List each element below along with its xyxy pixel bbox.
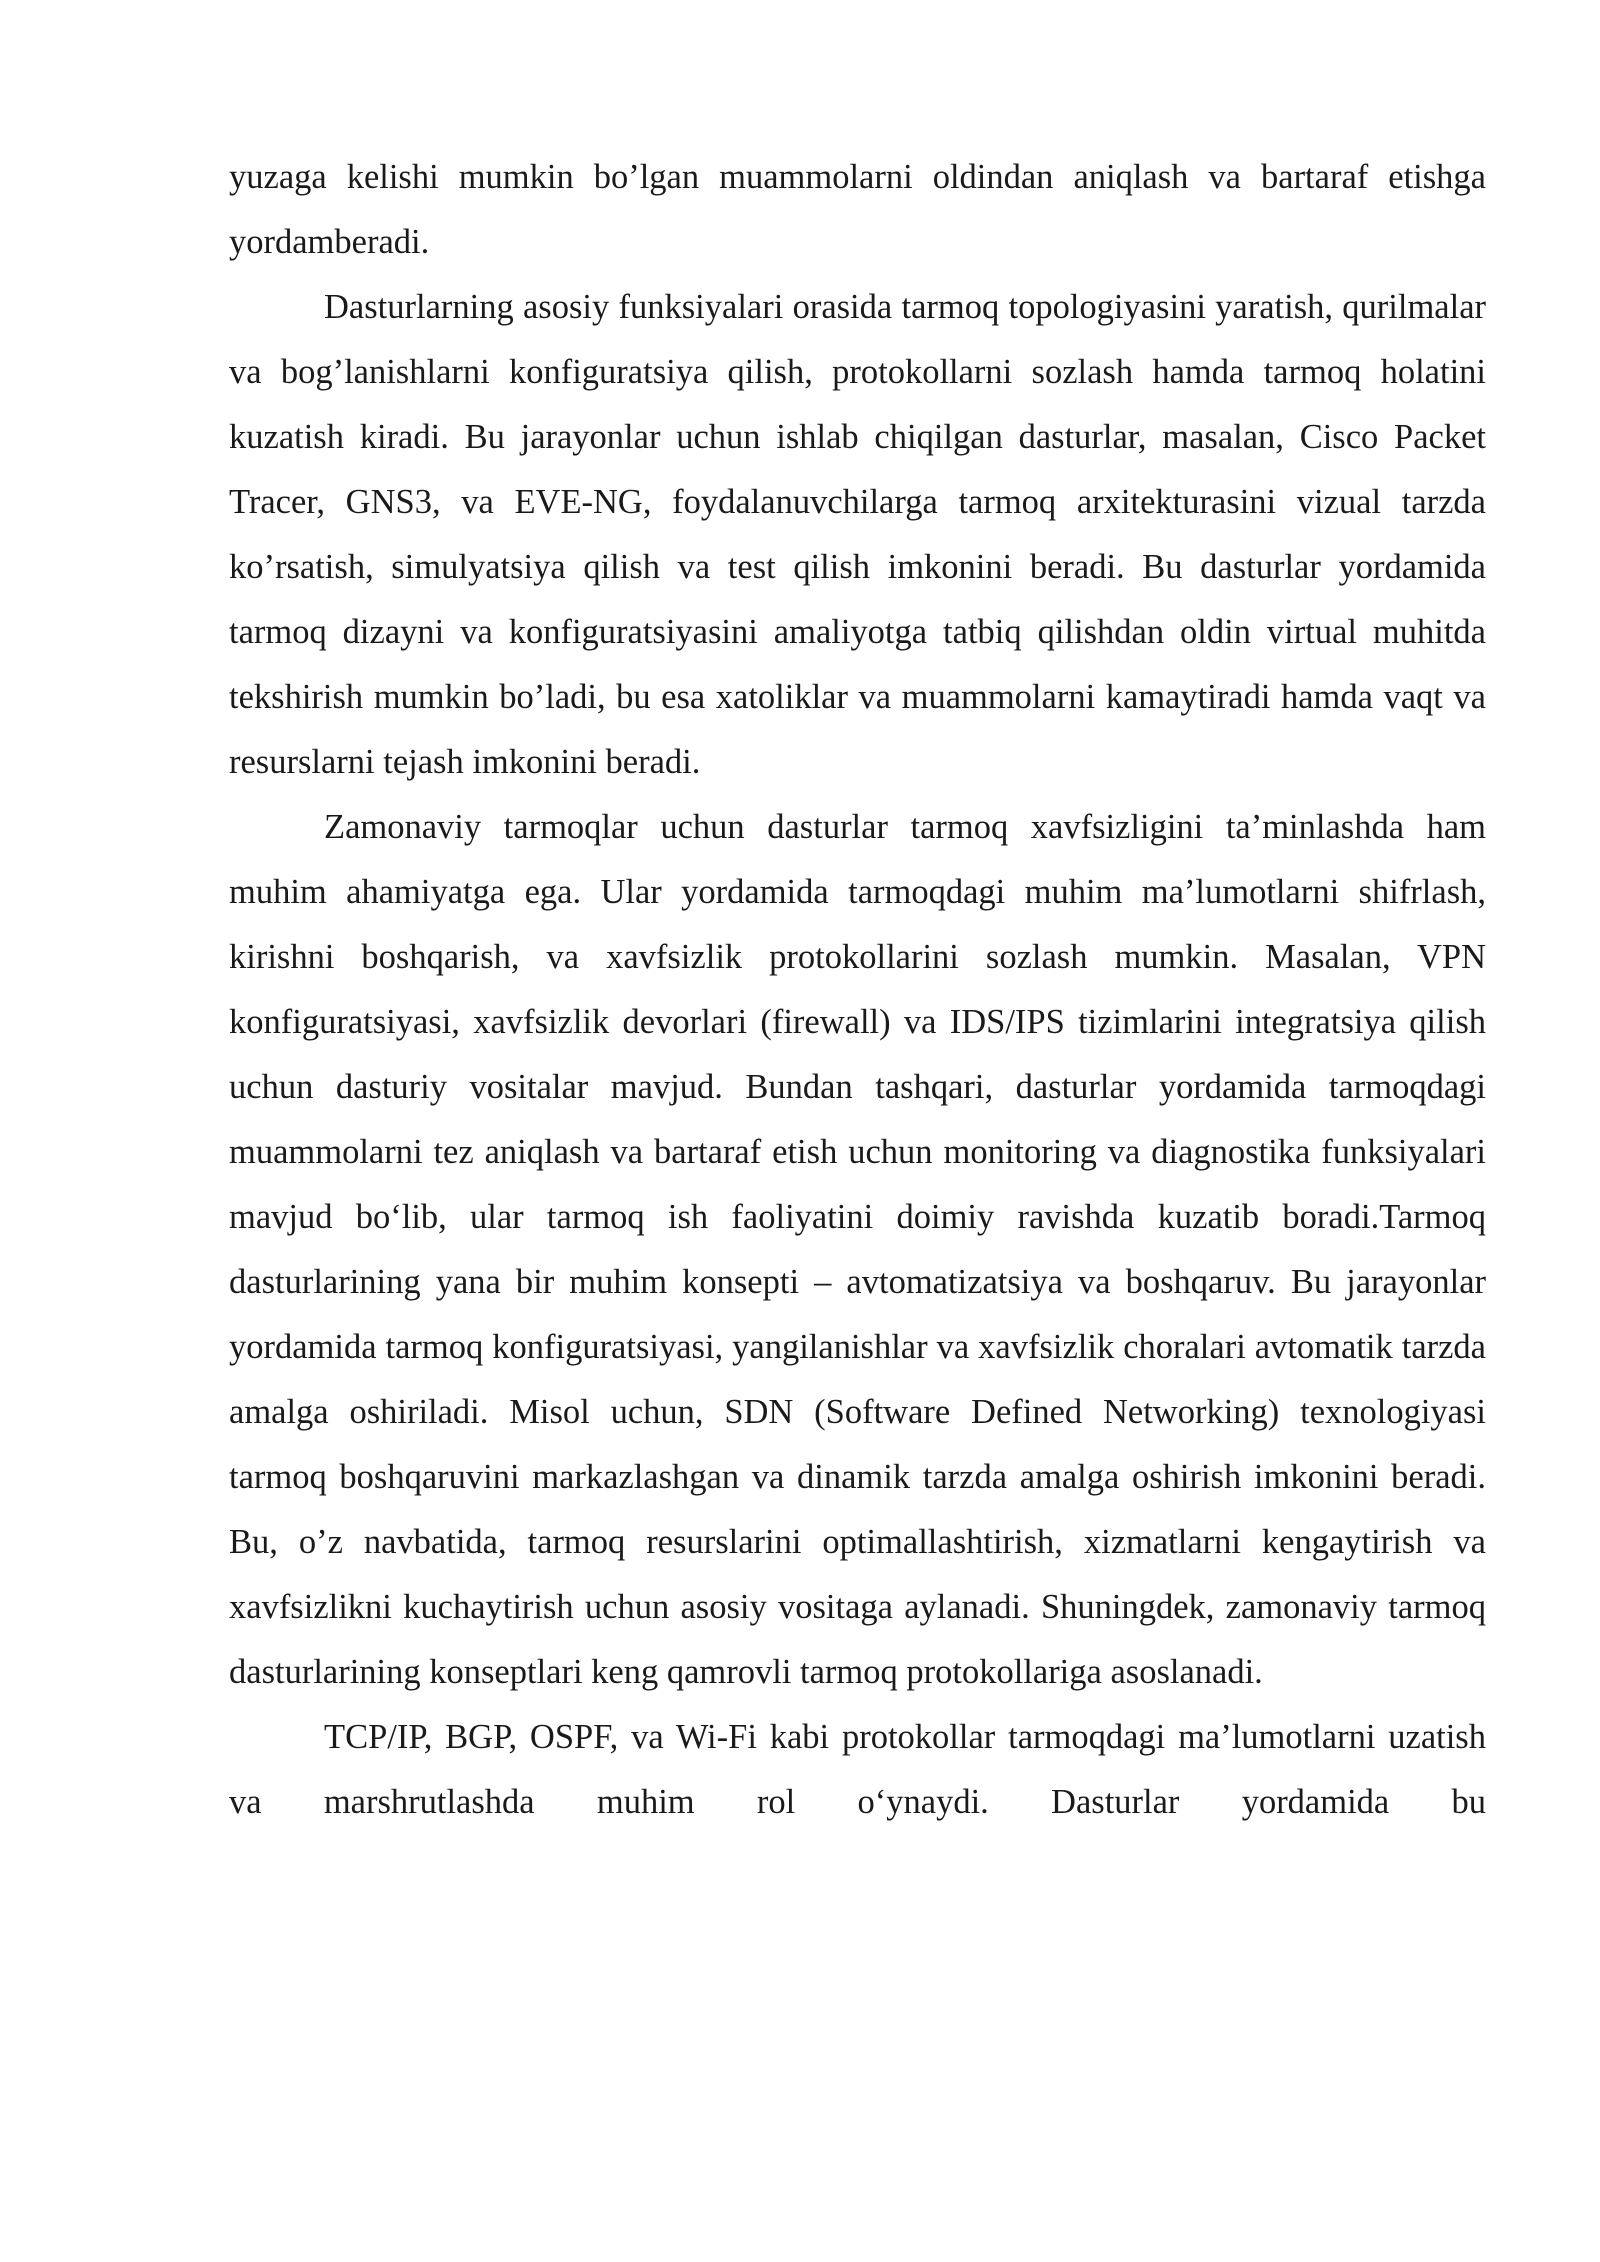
paragraph-4: TCP/IP, BGP, OSPF, va Wi-Fi kabi protokollar tarmoqdagi ma’lumotlarni uzatish va marshrutlashda muhim rol o‘ynaydi. Dasturlar yordamida bu <box>229 1718 1486 1821</box>
paragraph-2: Dasturlarning asosiy funksiyalari orasida tarmoq topologiyasini yaratish, qurilmalar va bog’lanishlarni konfiguratsiya qilish, protokollarni sozlash hamda tarmoq holatini kuzatish kiradi. Bu jarayonlar uchun ishlab chiqilgan dasturlar, masalan, Cisco Packet Tracer, GNS3, va EVE-NG, foydalanuvchilarga tarmoq arxitekturasini vizual tarzda ko’rsatish, simulyatsiya qilish va test qilish imkonini beradi. Bu dasturlar yordamida tarmoq dizayni va konfiguratsiyasini amaliyotga tatbiq qilishdan oldin virtual muhitda tekshirish mumkin bo’ladi, bu esa xatoliklar va muammolarni kamaytiradi hamda vaqt va resurslarni tejash imkonini beradi. <box>229 288 1486 781</box>
paragraph-1: yuzaga kelishi mumkin bo’lgan muammolarni oldindan aniqlash va bartaraf etishga yordamberadi. <box>229 158 1486 261</box>
document-body <box>229 145 1486 1835</box>
paragraph-3: Zamonaviy tarmoqlar uchun dasturlar tarmoq xavfsizligini ta’minlashda ham muhim ahamiyatga ega. Ular yordamida tarmoqdagi muhim ma’lumotlarni shifrlash, kirishni boshqarish, va xavfsizlik protokollarini sozlash mumkin. Masalan, VPN konfiguratsiyasi, xavfsizlik devorlari (firewall) va IDS/IPS tizimlarini integratsiya qilish uchun dasturiy vositalar mavjud. Bundan tashqari, dasturlar yordamida tarmoqdagi muammolarni tez aniqlash va bartaraf etish uchun monitoring va diagnostika funksiyalari mavjud bo‘lib, ular tarmoq ish faoliyatini doimiy ravishda kuzatib boradi.Tarmoq dasturlarining yana bir muhim konsepti – avtomatizatsiya va boshqaruv. Bu jarayonlar yordamida tarmoq konfiguratsiyasi, yangilanishlar va xavfsizlik choralari avtomatik tarzda amalga oshiriladi. Misol uchun, SDN (Software Defined Networking) texnologiyasi tarmoq boshqaruvini markazlashgan va dinamik tarzda amalga oshirish imkonini beradi. Bu, o’z navbatida, tarmoq resurslarini optimallashtirish, xizmatlarni kengaytirish va xavfsizlikni kuchaytirish uchun asosiy vositaga aylanadi. Shuningdek, zamonaviy tarmoq dasturlarining konseptlari keng qamrovli tarmoq protokollariga asoslanadi. <box>229 808 1486 1691</box>
